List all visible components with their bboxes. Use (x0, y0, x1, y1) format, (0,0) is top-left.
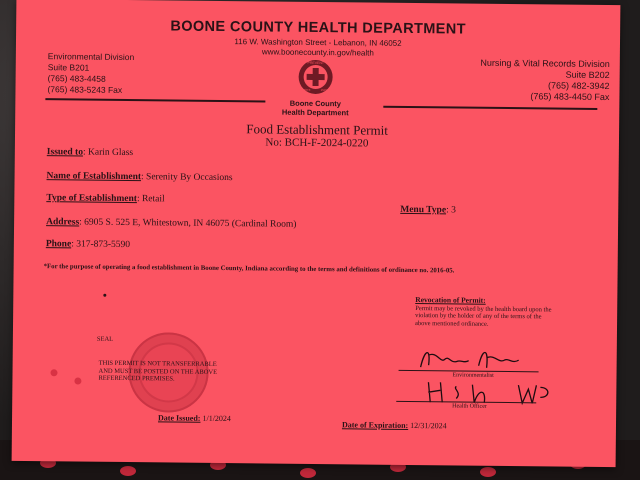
permit-title: Food Establishment Permit (246, 121, 388, 138)
establishment-type-field (46, 193, 164, 204)
establishment-name-field (47, 171, 233, 183)
logo-top-text: PREVENT (307, 60, 325, 66)
logo-left-text: PROMOTE (296, 87, 311, 92)
menu-type-field (400, 205, 456, 216)
nursing-division-block (480, 58, 610, 103)
address-label: Address (46, 217, 80, 228)
health-department-logo-icon (295, 58, 335, 96)
phone-label: Phone (45, 239, 72, 250)
establishment-name-value: : Serenity By Occasions (141, 172, 233, 184)
paper-spot (103, 294, 106, 297)
transfer-notice: THIS PERMIT IS NOT TRANSFERRABLE AND MUST BE POSTED ON THE ABOVE REFERENCED PREMISES. (98, 359, 218, 383)
menu-type-label: Menu Type (400, 204, 447, 216)
expiration-date-value: 12/31/2024 (408, 420, 447, 431)
logo-right-text: PROTECT (320, 88, 335, 93)
menu-type-value: : 3 (446, 205, 456, 216)
issued-to-label: Issued to (46, 147, 84, 158)
establishment-name-label: Name of Establishment (46, 171, 142, 183)
division-fax: (765) 483-4450 Fax (530, 91, 610, 103)
phone-field (46, 239, 130, 250)
permit-number: No: BCH-F-2024-0220 (265, 136, 369, 150)
logo-caption-line2: Health Department (281, 107, 349, 118)
division-name: Environmental Division (47, 51, 135, 63)
ordinance-note: *For the purpose of operating a food establishment in Boone County, Indiana according to the terms and definitions of ordinance no. 2016-05. (43, 263, 455, 275)
division-suite: Suite B201 (47, 62, 90, 73)
address-field (46, 217, 296, 230)
seal-label: SEAL (96, 335, 114, 343)
logo-caption-line1: Boone County (289, 98, 342, 109)
issued-to-field (47, 147, 133, 158)
expiration-date-field (342, 420, 447, 430)
issued-to-value: : Karin Glass (82, 147, 134, 159)
establishment-type-value: : Retail (136, 194, 165, 205)
date-issued-value: 1/1/2024 (200, 413, 232, 424)
paper-spot (50, 369, 57, 376)
establishment-type-label: Type of Establishment (46, 193, 138, 205)
expiration-date-label: Date of Expiration: (341, 420, 409, 430)
division-fax: (765) 483-5243 Fax (47, 84, 123, 95)
logo-caption (245, 98, 385, 117)
revocation-body: Permit may be revoked by the health board upon the violation by the holder of any of the terms of the above mentioned ordinance. (415, 305, 552, 328)
division-suite: Suite B202 (565, 69, 610, 81)
permit-document (12, 0, 621, 467)
environmentalist-label: Environmentalist (452, 372, 494, 379)
revocation-title: Revocation of Permit: (415, 295, 486, 305)
header-divider-left (45, 98, 265, 102)
division-phone: (765) 483-4458 (47, 73, 106, 84)
department-website: www.boonecounty.in.gov/health (261, 47, 374, 58)
date-issued-field (158, 413, 231, 423)
date-issued-label: Date Issued: (158, 413, 201, 423)
division-phone: (765) 482-3942 (547, 80, 610, 92)
address-value: : 6905 S. 525 E, Whitestown, IN 46075 (Cardinal Room) (79, 217, 297, 230)
environmental-division-block (47, 51, 134, 96)
phone-value: : 317-873-5590 (71, 239, 131, 251)
header-divider-right (383, 106, 597, 110)
department-title: BOONE COUNTY HEALTH DEPARTMENT (170, 18, 467, 38)
health-officer-label: Health Officer (452, 403, 487, 410)
department-address: 116 W. Washington Street - Lebanon, IN 46052 (234, 37, 402, 48)
paper-spot (74, 377, 81, 384)
division-name: Nursing & Vital Records Division (480, 57, 610, 70)
